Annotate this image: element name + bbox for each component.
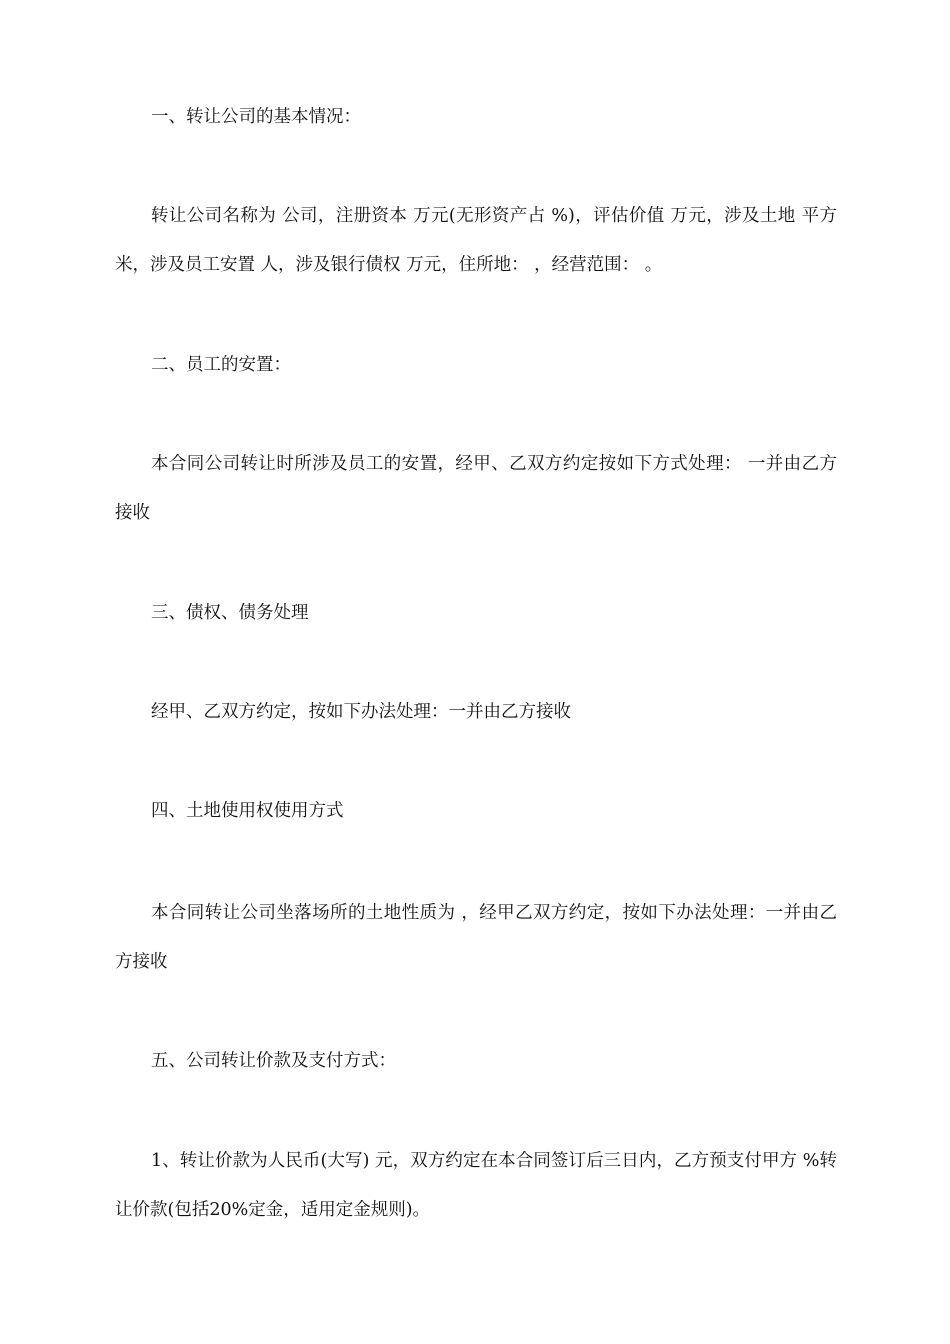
section-3-body: 经甲、乙双方约定，按如下办法处理：一并由乙方接收 xyxy=(151,702,571,722)
section-1-heading: 一、转让公司的基本情况： xyxy=(151,107,361,127)
section-5-heading: 五、公司转让价款及支付方式： xyxy=(151,1051,396,1071)
section-1-body: 转让公司名称为 公司，注册资本 万元(无形资产占 %)，评估价值 万元，涉及土地 平方米，涉及员工安置 人，涉及银行债权 万元，住所地： ，经营范围： 。 xyxy=(115,206,837,275)
section-5-body: 1、转让价款为人民币(大写) 元，双方约定在本合同签订后三日内，乙方预支付甲方 %转让价款(包括20%定金，适用定金规则)。 xyxy=(115,1151,837,1220)
section-4-body: 本合同转让公司坐落场所的土地性质为 ，经甲乙双方约定，按如下办法处理：一并由乙方接收 xyxy=(115,903,837,972)
section-2-heading: 二、员工的安置： xyxy=(151,355,291,375)
section-4-heading: 四、土地使用权使用方式 xyxy=(151,801,344,821)
section-3-heading: 三、债权、债务处理 xyxy=(151,603,309,623)
section-2-body: 本合同公司转让时所涉及员工的安置，经甲、乙双方约定按如下方式处理： 一并由乙方接收 xyxy=(115,454,837,523)
